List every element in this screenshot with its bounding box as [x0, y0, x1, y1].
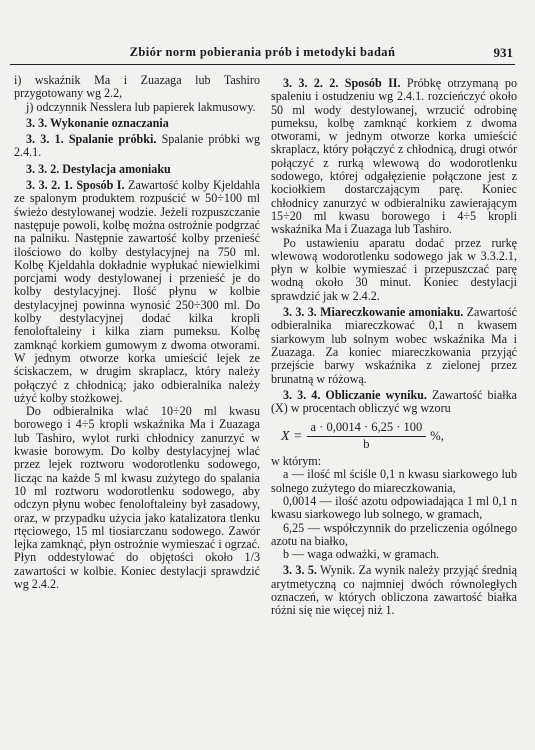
- section-heading: 3. 3. 2. Destylacja amoniaku: [26, 161, 171, 176]
- paragraph-text: 6,25 — współczynnik do przeliczenia ogólnego azotu na białko,: [271, 520, 517, 548]
- section-heading: 3. 3. 1. Spalanie próbki.: [26, 132, 157, 147]
- paragraph-l6: [14, 179, 260, 405]
- paragraph-text: j) odczynnik Nesslera lub papierek lakmusowy.: [26, 99, 256, 114]
- paragraph-text: w którym:: [271, 454, 322, 469]
- header-title: Zbiór norm pobierania prób i metodyki badań: [129, 45, 396, 59]
- paragraph-l5: [14, 163, 260, 176]
- paragraph-l2: [14, 101, 260, 114]
- formula-numerator: a · 0,0014 · 6,25 · 100: [307, 421, 427, 436]
- running-header: [10, 44, 515, 65]
- paragraph-l4: [14, 133, 260, 160]
- section-heading: 3. 3. 4. Obliczanie wyniku.: [283, 387, 427, 402]
- paragraph-text: Zawartość białka (X) w procentach obliczyć wg wzoru: [271, 387, 517, 416]
- paragraph-r10: [271, 564, 517, 617]
- paragraph-text: b — waga odważki, w gramach.: [283, 547, 440, 562]
- paragraph-text: i) wskaźnik Ma i Zuazaga lub Tashiro przygotowany wg 2.2,: [14, 73, 260, 101]
- paragraph-r2: [271, 237, 517, 303]
- section-heading: 3. 3. 3. Miareczkowanie amoniaku.: [283, 305, 464, 320]
- formula-denominator: b: [363, 436, 370, 451]
- formula-lhs: X =: [281, 428, 303, 444]
- paragraph-text: Po ustawieniu aparatu dodać przez rurkę wlewową wodorotlenku sodowego jak w 3.3.2.1, płyn w kolbie wymieszać i przepuszczać parę wodną około 30 minut. Koniec destylacji sprawdzić jak w 2.4.2.: [271, 235, 517, 303]
- paragraph-r4: [271, 389, 517, 416]
- paragraph-l7: [14, 405, 260, 591]
- paragraph-r5: [271, 455, 517, 468]
- section-heading: 3. 3. Wykonanie oznaczania: [26, 115, 169, 130]
- paragraph-text: Wynik. Za wynik należy przyjąć średnią arytmetyczną co najmniej dwóch równoległych oznaczeń, w których obliczona zawartość białka różni się nie więcej niż 1.: [271, 563, 517, 618]
- paragraph-text: Zawartość odbieralnika miareczkować 0,1 n kwasem siarkowym lub solnym wobec wskaźnika Ma i Zuazaga. Za koniec miareczkowania przyjąć przejście barwy wskaźnika z zielonej przez brunatną w różową.: [271, 305, 517, 386]
- formula-fraction: [307, 421, 427, 451]
- paragraph-text: a — ilość ml ściśle 0,1 n kwasu siarkowego lub solnego zużytego do miareczkowania,: [271, 467, 517, 495]
- left-column: [14, 74, 260, 591]
- section-heading: 3. 3. 5.: [283, 563, 317, 578]
- paragraph-text: 0,0014 — ilość azotu odpowiadająca 1 ml 0,1 n kwasu siarkowego lub solnego, w gramach,: [271, 493, 517, 522]
- page-number: 931: [493, 45, 513, 60]
- paragraph-r1: [271, 77, 517, 237]
- right-column: [271, 74, 517, 618]
- paragraph-l3: [14, 117, 260, 130]
- paragraph-text: Spalanie próbki wg 2.4.1.: [14, 132, 260, 160]
- paragraph-text: Do odbieralnika wlać 10÷20 ml kwasu borowego i 4÷5 kropli wskaźnika Ma i Zuazaga lub Tashiro, wylot rurki chłodnicy zanurzyć w kwasie borowym. Do kolby destylacyjnej wlać przez lejek roztworu wodorotlenku sodowego, licząc na każde 5 ml kwasu zużytego do spalania 10 ml roztworu wodorotlenku sodowego, aby odczyn płynu wobec fenoloftaleiny był zasadowy, oraz, w przypadku użycia jako katalizatora tlenku rtęciowego, 15 ml tiosiarczanu sodowego. Zawór lejka zamknąć, płyn ostrożnie wymieszać i ogrzać. Płyn oddestylować do objętości około 1/3 zawartości w kolbie. Koniec destylacji sprawdzić wg 2.4.2.: [14, 404, 260, 591]
- paragraph-l1: [14, 74, 260, 101]
- paragraph-r3: [271, 306, 517, 386]
- paragraph-r7: [271, 495, 517, 522]
- paragraph-text: Zawartość kolby Kjeldahla ze spalonym produktem rozpuścić w 50÷100 ml świeżo destylowanej wodzie. Jeżeli rozpuszczanie następuje powoli, kolbę można ostrożnie podgrzać na palniku. Następnie zawartość kolby przenieść ilościowo do kolby destylacyjnej na 750 ml. Kolbę Kjeldahla dokładnie wypłukać niewielkimi porcjami wody destylowanej i przenieść je do kolby destylacyjnej. Ilość płynu w kolbie destylacyjnej powinna wynosić 250÷300 ml. Do kolby destylacyjnej dodać kilka kropli fenoloftaleiny i kilka ziarn pumeksu. Kolbę zamknąć korkiem gumowym z dwoma otworami. W jednym otworze korka umieścić lejek ze ściskaczem, w drugim skraplacz, który należy połączyć z chłodnicą; jako odbieralnika należy użyć kolby stożkowej.: [14, 178, 260, 405]
- protein-formula: [281, 421, 517, 451]
- paragraph-r9: [271, 548, 517, 561]
- formula-unit: %,: [430, 428, 444, 443]
- paragraph-r8: [271, 522, 517, 549]
- paragraph-r6: [271, 468, 517, 495]
- section-heading: 3. 3. 2. 2. Sposób II.: [283, 76, 401, 90]
- section-heading: 3. 3. 2. 1. Sposób I.: [26, 178, 125, 193]
- paragraph-text: Próbkę otrzymaną po spaleniu i ostudzeniu wg 2.4.1. rozcieńczyć około 50 ml wody destylowanej, wrzucić odrobinę pumeksu, kolbę zamknąć korkiem z dwoma otworami, w jednym otworze korka umieścić skraplacz, który połączyć z chłodnicą, drugi otwór połączyć z rurką wlewową do wodorotlenku sodowego, której odgałęzienie połączone jest z kociołkiem dostarczającym parę. Koniec chłodnicy zanurzyć w odbieralniku zawierającym 15÷20 ml kwasu borowego i 4÷5 kropli wskaźnika Ma i Zuazaga lub Tashiro.: [271, 76, 517, 237]
